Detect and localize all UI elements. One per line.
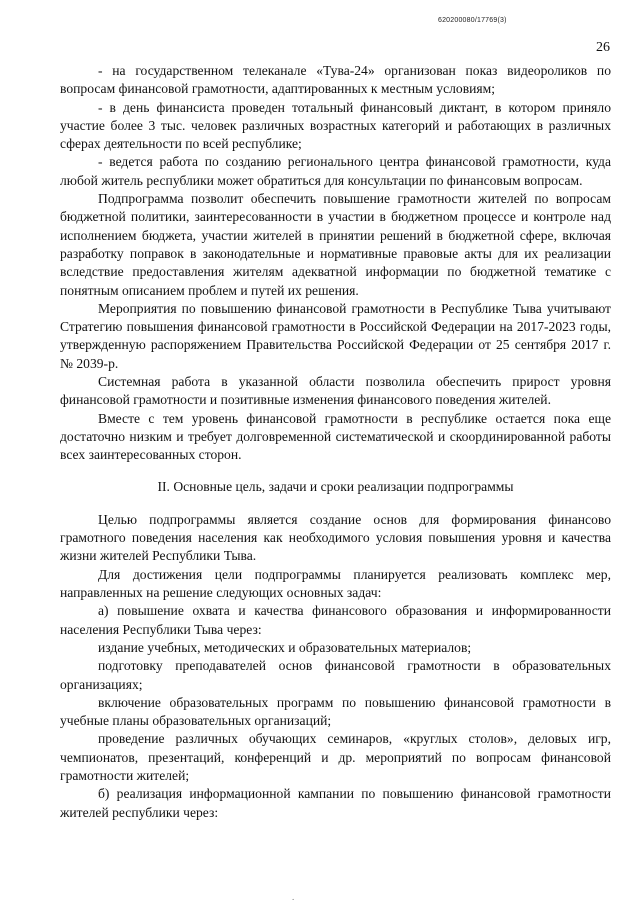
paragraph: - в день финансиста проведен тотальный финансовый диктант, в котором приняло участие более 3 тыс. человек различных возрастных категорий и работающих в различных сферах деятельности по всей республике; bbox=[60, 99, 611, 152]
paragraph: Системная работа в указанной области позволила обеспечить прирост уровня финансовой грамотности и позитивные изменения финансового поведения жителей. bbox=[60, 374, 611, 408]
paragraph: а) повышение охвата и качества финансового образования и информированности населения Республики Тыва через: bbox=[60, 603, 611, 637]
paragraph: Целью подпрограммы является создание основ для формирования финансово грамотного поведения населения как необходимого условия повышения уровня и качества жизни жителей Республики Тыва. bbox=[60, 511, 611, 564]
paragraph: проведение различных обучающих семинаров, «круглых столов», деловых игр, чемпионатов, презентаций, конференций и др. мероприятий по вопросам финансовой грамотности жителей; bbox=[60, 731, 611, 783]
paragraph: Вместе с тем уровень финансовой грамотности в республике остается пока еще достаточно низким и требует долговременной систематической и скоординированной работы всех заинтересованных сторон. bbox=[60, 410, 611, 463]
paragraph: Мероприятия по повышению финансовой грамотности в Республике Тыва учитывают Стратегию повышения финансовой грамотности в Российской Федерации на 2017-2023 годы, утвержденную распоряжением Правительства Российской Федерации от 25 сентября 2017 г. № 2039-р. bbox=[60, 300, 611, 371]
section-heading: II. Основные цель, задачи и сроки реализации подпрограммы bbox=[157, 478, 514, 494]
paragraph: подготовку преподавателей основ финансовой грамотности в образовательных организациях; bbox=[60, 658, 611, 692]
document-code: 620200080/17769(3) bbox=[438, 17, 507, 24]
page-number: 26 bbox=[596, 40, 610, 55]
paragraph: - на государственном телеканале «Тува-24» организован показ видеороликов по вопросам финансовой грамотности, адаптированных к местным условиям; bbox=[60, 63, 611, 97]
paragraph: б) реализация информационной кампании по повышению финансовой грамотности жителей республики через: bbox=[60, 786, 611, 820]
document-body bbox=[60, 62, 611, 822]
paragraph: включение образовательных программ по повышению финансовой грамотности в учебные планы образовательных организаций; bbox=[60, 694, 611, 729]
paragraph: издание учебных, методических и образовательных материалов; bbox=[98, 639, 472, 655]
paragraph: Для достижения цели подпрограммы планируется реализовать комплекс мер, направленных на решение следующих основных задач: bbox=[60, 566, 611, 601]
footer-mark: . bbox=[292, 892, 295, 902]
paragraph: - ведется работа по созданию регионального центра финансовой грамотности, куда любой житель республики может обратиться для консультации по финансовым вопросам. bbox=[60, 154, 611, 188]
paragraph: Подпрограмма позволит обеспечить повышение грамотности жителей по вопросам бюджетной политики, заинтересованности в участии в бюджетном процессе и контроле над исполнением бюджета, участии жителей в принятии решений в бюджетной сфере, включая разработку поправок в законодательные и нормативные правовые акты для их реализации вследствие предоставления жителям адекватной информации по бюджетной тематике с понятным описанием проблем и путей их решения. bbox=[60, 191, 611, 298]
